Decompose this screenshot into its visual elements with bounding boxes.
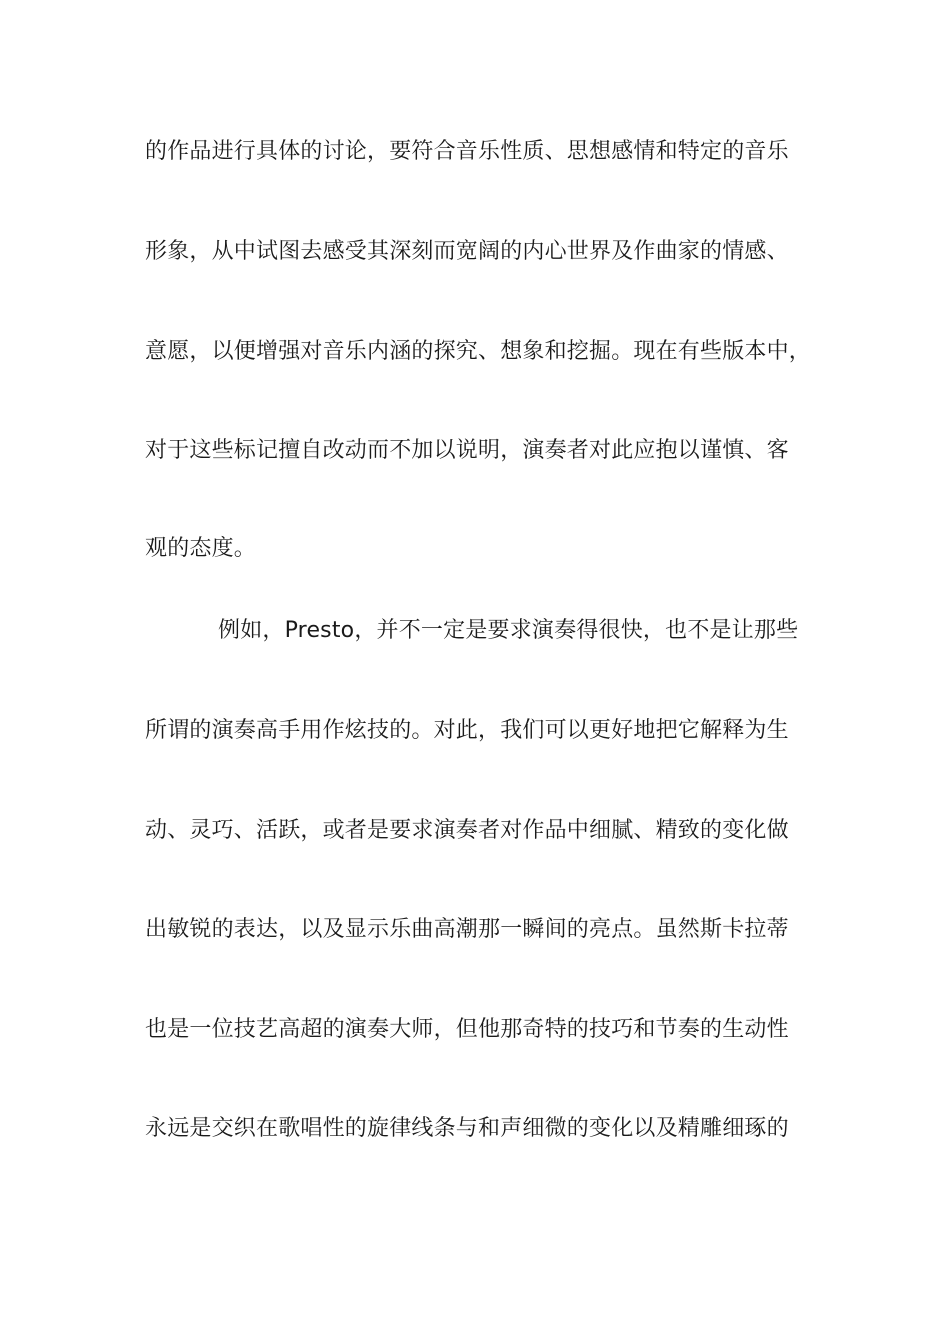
text-line: 对于这些标记擅自改动而不加以说明，演奏者对此应抱以谨慎、客	[145, 438, 789, 463]
text-line: 出敏锐的表达，以及显示乐曲高潮那一瞬间的亮点。虽然斯卡拉蒂	[145, 917, 789, 942]
text-line: 观的态度。	[145, 536, 257, 561]
text-line: 所谓的演奏高手用作炫技的。对此，我们可以更好地把它解释为生	[145, 718, 789, 743]
text-line: 也是一位技艺高超的演奏大师，但他那奇特的技巧和节奏的生动性	[145, 1017, 789, 1042]
text-line: 永远是交织在歌唱性的旋律线条与和声细微的变化以及精雕细琢的	[145, 1116, 789, 1141]
paragraph-first-line: 例如，Presto，并不一定是要求演奏得很快，也不是让那些	[218, 618, 799, 643]
text-line: 形象，从中试图去感受其深刻而宽阔的内心世界及作曲家的情感、	[145, 239, 789, 264]
text-line: 的作品进行具体的讨论，要符合音乐性质、思想感情和特定的音乐	[145, 139, 789, 164]
text-line: 意愿，以便增强对音乐内涵的探究、想象和挖掘。现在有些版本中，	[145, 339, 812, 364]
text-line: 动、灵巧、活跃，或者是要求演奏者对作品中细腻、精致的变化做	[145, 818, 789, 843]
